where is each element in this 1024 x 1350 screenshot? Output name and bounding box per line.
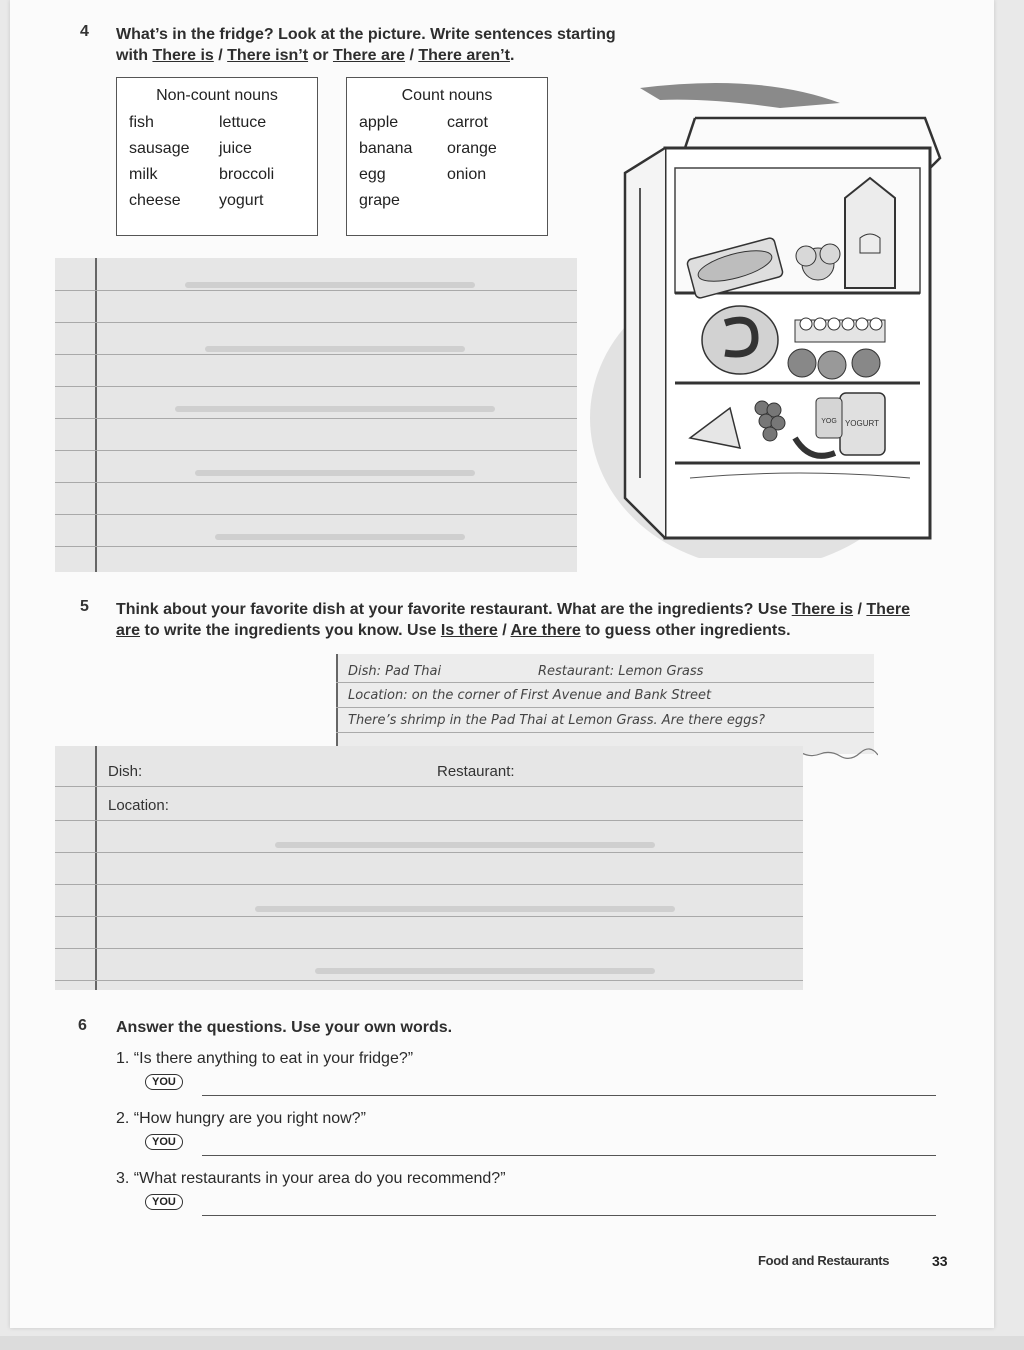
exercise-4-instruction <box>116 24 716 66</box>
phrase-there-are-5: There are <box>116 601 910 639</box>
orange-icon <box>818 351 846 379</box>
model-restaurant: Restaurant: Lemon Grass <box>538 664 704 679</box>
you-badge: YOU <box>145 1074 183 1090</box>
phrase-there-is-5: There is <box>791 601 854 618</box>
yogurt-label-small: YOG <box>821 418 837 425</box>
model-dish: Dish: Pad Thai <box>348 664 442 679</box>
exercise-4-instruction-line2: with There is / There isn’t or There are / There aren’t. <box>116 47 515 64</box>
model-sentence: There’s shrimp in the Pad Thai at Lemon Grass. Are there eggs? <box>348 713 766 728</box>
sausage-plate <box>702 306 778 374</box>
model-answer-box <box>336 654 874 754</box>
phrase-there-isnt: There isn’t <box>227 47 309 64</box>
question-1 <box>116 1050 413 1068</box>
model-location: Location: on the corner of First Avenue and Bank Street <box>348 688 712 703</box>
you-badge: YOU <box>145 1134 183 1150</box>
count-nouns-box <box>346 77 548 236</box>
exercise-6-number: 6 <box>78 1017 87 1034</box>
question-2 <box>116 1110 366 1128</box>
instr-part-a: Think about your favorite dish at your favorite restaurant. What are the ingredients? Use <box>116 601 788 618</box>
noun-item: banana <box>359 140 413 157</box>
noun-item: apple <box>359 114 399 131</box>
freezer-edge-left <box>685 118 695 148</box>
phrase-is-there: Is there <box>440 622 498 639</box>
noncount-nouns-grid <box>129 114 317 210</box>
page-number: 33 <box>932 1253 948 1269</box>
question-text: “What restaurants in your area do you recommend?” <box>133 1170 506 1187</box>
exercise-4-instruction-line1: What’s in the fridge? Look at the picture. Write sentences starting <box>116 26 616 43</box>
phrase-there-are: There are <box>332 47 406 64</box>
fridge-top-shadow <box>640 83 840 108</box>
margin-line <box>95 258 97 572</box>
answer-line-2[interactable] <box>202 1155 936 1156</box>
noun-item: cheese <box>129 192 181 209</box>
noun-item: fish <box>129 114 154 131</box>
instr-part-c: to guess other ingredients. <box>585 622 791 639</box>
phrase-are-there: Are there <box>510 622 581 639</box>
noun-item: juice <box>219 140 252 157</box>
question-3 <box>116 1170 506 1188</box>
noun-item: lettuce <box>219 114 267 131</box>
question-number: 3. <box>116 1170 130 1187</box>
noncount-nouns-title: Non-count nouns <box>156 87 278 104</box>
noun-item: milk <box>129 166 158 183</box>
count-nouns-title: Count nouns <box>401 87 493 104</box>
or-word: or <box>312 47 329 64</box>
dish-label: Dish: <box>108 763 143 780</box>
noun-item: yogurt <box>219 192 264 209</box>
instr-part-b: to write the ingredients you know. Use <box>144 622 437 639</box>
onion-icon <box>788 349 816 377</box>
you-badge: YOU <box>145 1194 183 1210</box>
answer-line-3[interactable] <box>202 1215 936 1216</box>
exercise-5-writing-area[interactable] <box>55 746 803 990</box>
noun-item: grape <box>359 192 400 209</box>
exercise-4-number: 4 <box>80 23 89 40</box>
noun-item: onion <box>447 166 487 183</box>
yogurt-label: YOGURT <box>844 419 880 428</box>
torn-edge <box>800 748 878 762</box>
location-label: Location: <box>108 797 169 814</box>
noun-item: carrot <box>447 114 488 131</box>
noun-item: orange <box>447 140 497 157</box>
phrase-there-arent: There aren’t <box>418 47 510 64</box>
question-number: 1. <box>116 1050 130 1067</box>
apple-icon <box>852 349 880 377</box>
fridge-illustration <box>580 78 965 558</box>
exercise-4-writing-area[interactable] <box>55 258 577 572</box>
count-nouns-grid <box>359 114 547 210</box>
milk-carton-icon <box>845 178 895 288</box>
answer-line-1[interactable] <box>202 1095 936 1096</box>
exercise-6-instruction: Answer the questions. Use your own words. <box>116 1019 453 1036</box>
fridge-door-left <box>625 148 665 538</box>
question-text: “How hungry are you right now?” <box>133 1110 366 1127</box>
restaurant-label: Restaurant: <box>437 763 515 780</box>
noun-item: broccoli <box>219 166 275 183</box>
phrase-there-is: There is <box>152 47 214 64</box>
margin-line <box>95 746 97 990</box>
exercise-5-instruction: Think about your favorite dish at your favorite restaurant. What are the ingredients? Use There is / There are to write the ingredients you know. Use Is there / Are there to guess other ingredients. <box>116 601 910 639</box>
exercise-5-number: 5 <box>80 598 89 615</box>
question-text: “Is there anything to eat in your fridge?” <box>133 1050 414 1067</box>
noun-item: sausage <box>129 140 190 157</box>
footer-section-title: Food and Restaurants <box>758 1253 890 1268</box>
page-edge <box>0 1336 1024 1350</box>
with-word: with <box>116 47 148 64</box>
question-number: 2. <box>116 1110 130 1127</box>
noun-item: egg <box>359 166 386 183</box>
noncount-nouns-box <box>116 77 318 236</box>
